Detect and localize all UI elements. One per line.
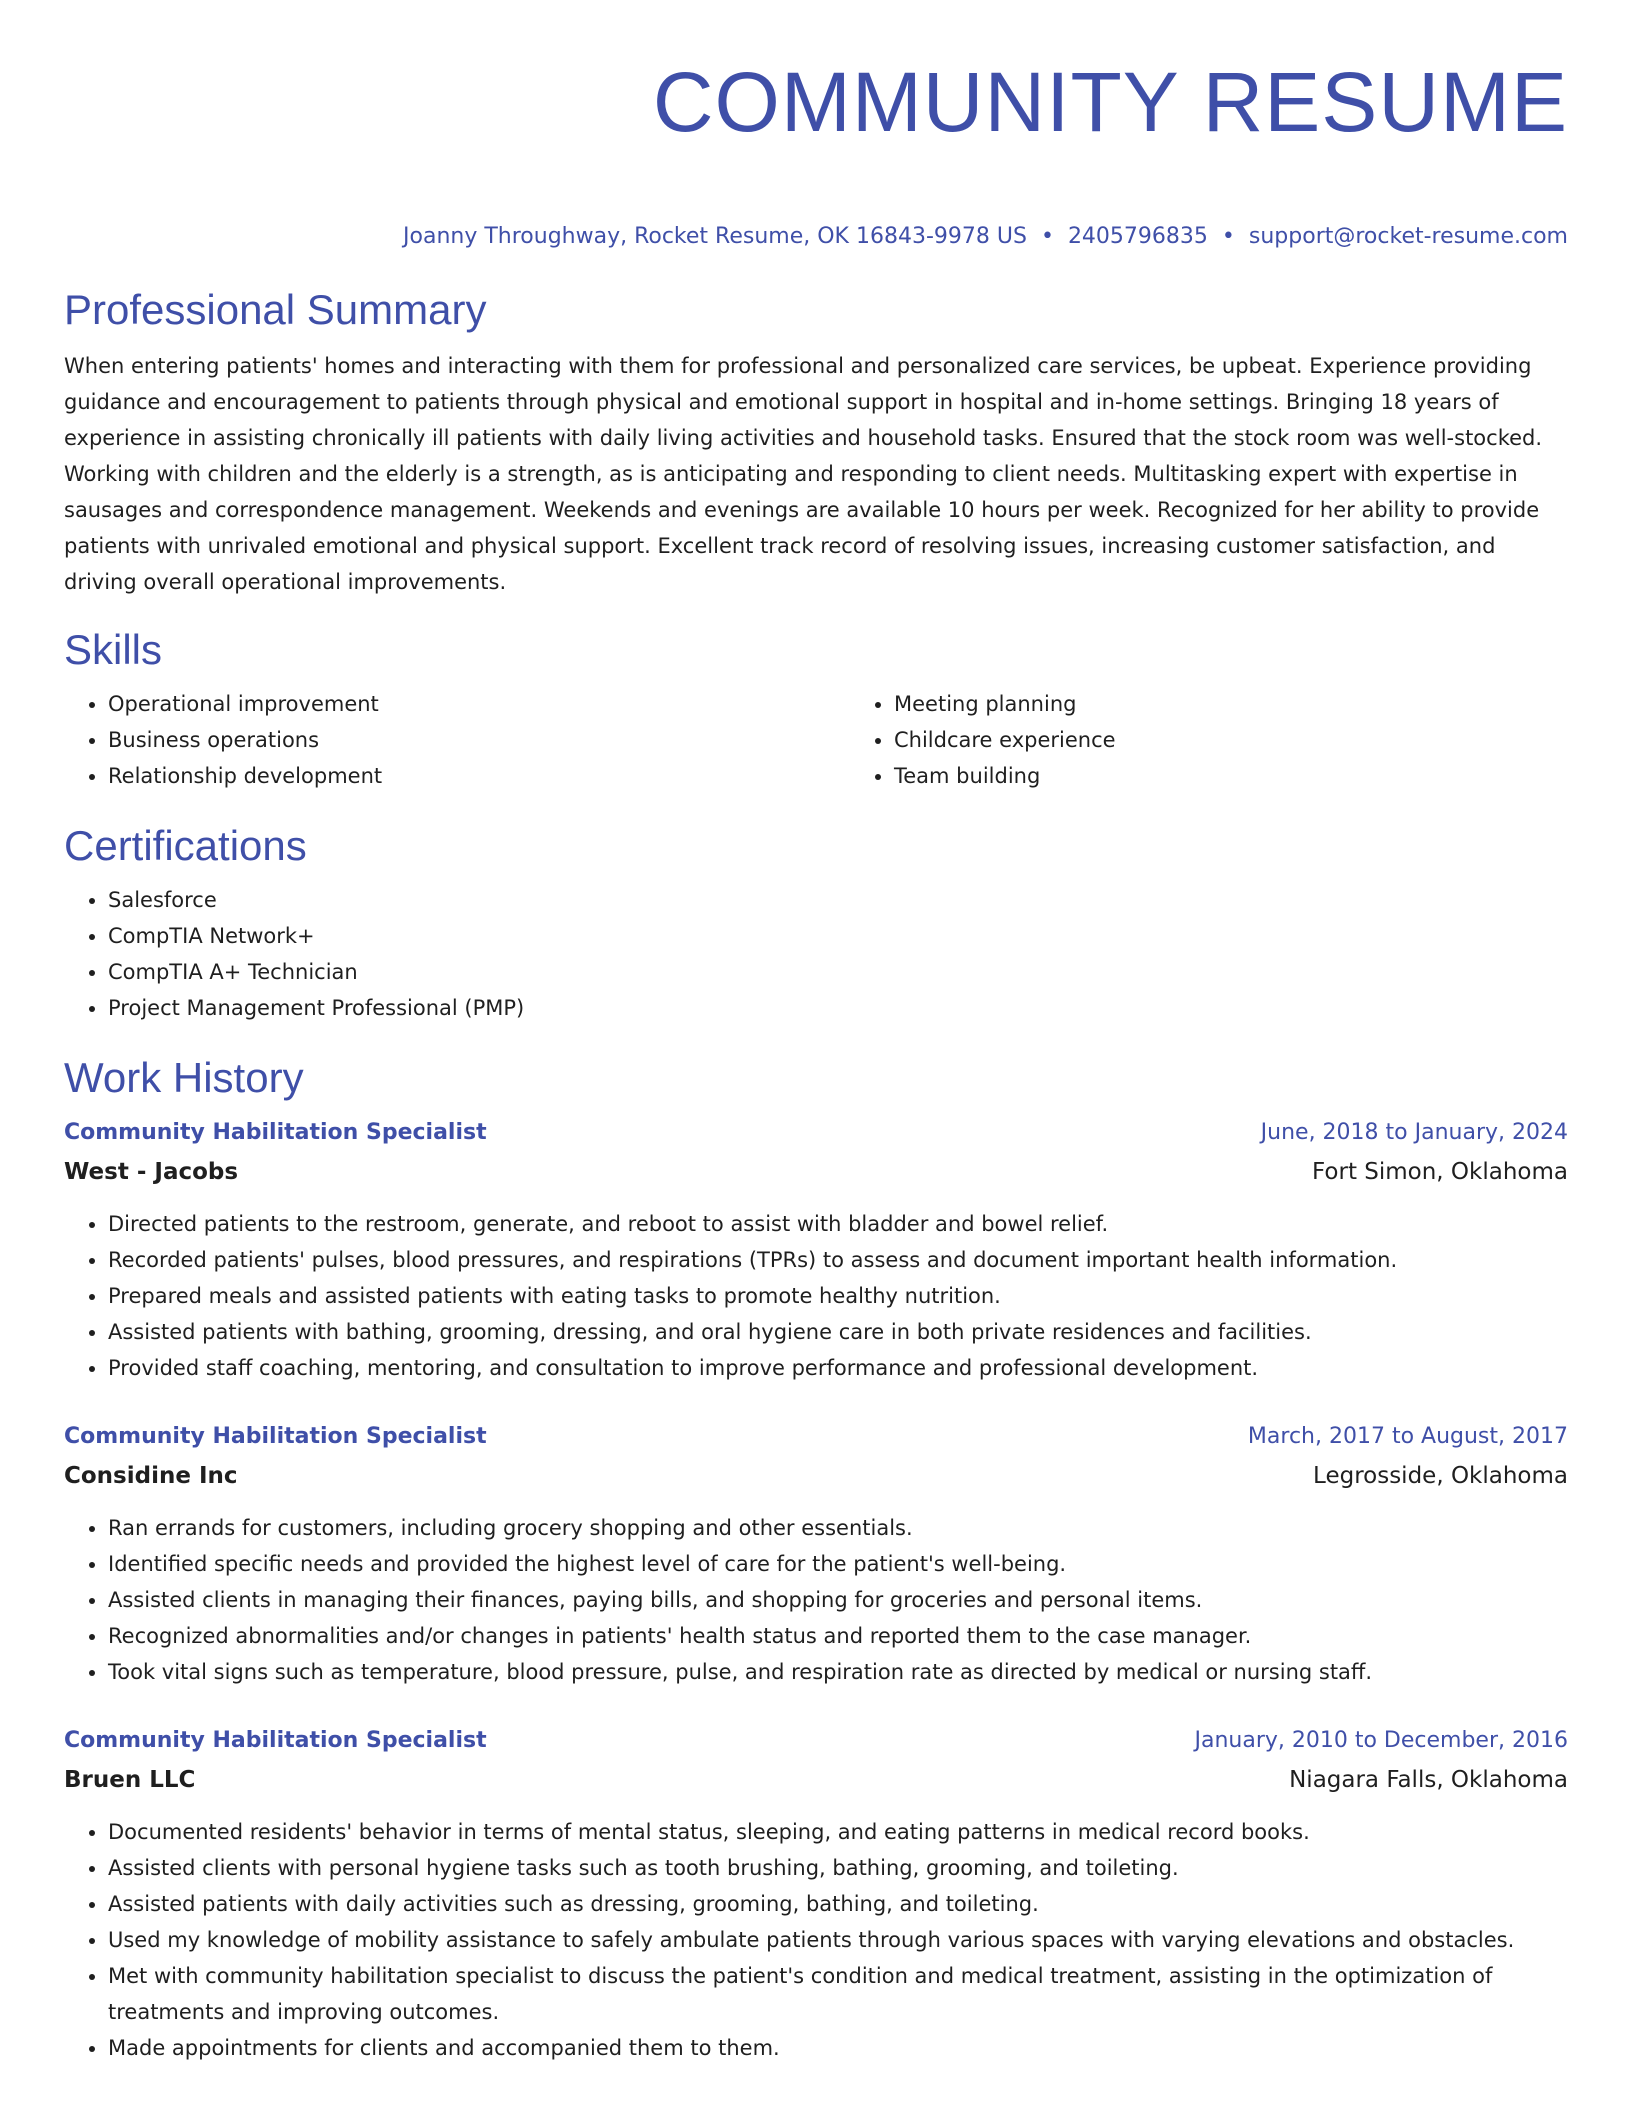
skills-heading: Skills bbox=[64, 626, 163, 673]
skill-item: • Business operations bbox=[108, 722, 850, 758]
job-bullet: • Provided staff coaching, mentoring, and consultation to improve performance and professional development. bbox=[108, 1350, 1568, 1386]
job-bullet: • Made appointments for clients and accompanied them to them. bbox=[108, 2030, 1568, 2066]
contact-email: support@rocket-resume.com bbox=[1248, 224, 1568, 249]
summary-heading: Professional Summary bbox=[64, 286, 487, 333]
job-title-row bbox=[64, 1114, 1568, 1152]
job-location: Fort Simon, Oklahoma bbox=[1312, 1159, 1568, 1185]
job-entry bbox=[64, 1418, 1568, 1690]
job-bullet: • Assisted patients with daily activities such as dressing, grooming, bathing, and toileting. bbox=[108, 1886, 1568, 1922]
skills-section bbox=[64, 624, 1568, 794]
job-company: Considine Inc bbox=[64, 1463, 238, 1489]
certification-item: • Project Management Professional (PMP) bbox=[108, 990, 1568, 1026]
contact-phone: 2405796835 bbox=[1067, 224, 1208, 249]
work-history-heading: Work History bbox=[64, 1054, 304, 1101]
job-bullet: • Met with community habilitation specialist to discuss the patient's condition and medical treatment, assisting in the optimization of treatments and improving outcomes. bbox=[108, 1958, 1568, 2030]
job-location: Legrosside, Oklahoma bbox=[1313, 1463, 1568, 1489]
resume-name: COMMUNITY RESUME bbox=[652, 55, 1568, 149]
contact-separator: • bbox=[1221, 224, 1235, 249]
job-bullet: • Prepared meals and assisted patients with eating tasks to promote healthy nutrition. bbox=[108, 1278, 1568, 1314]
summary-text: When entering patients' homes and interacting with them for professional and personalized care services, be upbeat. Experience providing guidance and encouragement to patients through physical and emotional support in hospital and in-home settings. Bringing 18 years of experience in assisting chronically ill patients with daily living activities and household tasks. Ensured that the stock room was well-stocked. Working with children and the elderly is a strength, as is anticipating and responding to client needs. Multitasking expert with expertise in sausages and correspondence management. Weekends and evenings are available 10 hours per week. Recognized for her ability to provide patients with unrivaled emotional and physical support. Excellent track record of resolving issues, increasing customer satisfaction, and driving overall operational improvements. bbox=[64, 354, 1543, 594]
job-title-row bbox=[64, 1418, 1568, 1456]
skills-list-left bbox=[64, 686, 850, 794]
job-bullet: • Assisted clients in managing their finances, paying bills, and shopping for groceries and personal items. bbox=[108, 1582, 1568, 1618]
job-title: Community Habilitation Specialist bbox=[64, 1120, 487, 1145]
skill-item: • Operational improvement bbox=[108, 686, 850, 722]
job-company: Bruen LLC bbox=[64, 1767, 196, 1793]
certifications-heading: Certifications bbox=[64, 822, 307, 869]
job-company-row bbox=[64, 1456, 1568, 1496]
job-entry bbox=[64, 1114, 1568, 1386]
job-bullet: • Assisted patients with bathing, grooming, dressing, and oral hygiene care in both private residences and facilities. bbox=[108, 1314, 1568, 1350]
contact-separator: • bbox=[1040, 224, 1054, 249]
certification-item: • CompTIA A+ Technician bbox=[108, 954, 1568, 990]
job-bullet: • Took vital signs such as temperature, blood pressure, pulse, and respiration rate as directed by medical or nursing staff. bbox=[108, 1654, 1568, 1690]
skill-item: • Relationship development bbox=[108, 758, 850, 794]
job-bullets bbox=[64, 1206, 1568, 1386]
contact-address: Joanny Throughway, Rocket Resume, OK 16843-9978 US bbox=[403, 224, 1027, 249]
job-dates: March, 2017 to August, 2017 bbox=[1247, 1424, 1568, 1449]
certifications-list bbox=[64, 882, 1568, 1026]
job-bullet: • Used my knowledge of mobility assistance to safely ambulate patients through various spaces with varying elevations and obstacles. bbox=[108, 1922, 1568, 1958]
job-dates: June, 2018 to January, 2024 bbox=[1260, 1120, 1568, 1145]
job-company-row bbox=[64, 1760, 1568, 1800]
certifications-section bbox=[64, 820, 1568, 1026]
contact-line bbox=[64, 222, 1568, 252]
certification-item: • Salesforce bbox=[108, 882, 1568, 918]
job-title-row bbox=[64, 1722, 1568, 1760]
job-bullets bbox=[64, 1510, 1568, 1690]
job-bullets bbox=[64, 1814, 1568, 2066]
certification-item: • CompTIA Network+ bbox=[108, 918, 1568, 954]
summary-section bbox=[64, 284, 1568, 600]
job-bullet: • Assisted clients with personal hygiene tasks such as tooth brushing, bathing, grooming, and toileting. bbox=[108, 1850, 1568, 1886]
job-dates: January, 2010 to December, 2016 bbox=[1194, 1728, 1568, 1753]
skill-item: • Meeting planning bbox=[894, 686, 1632, 722]
job-bullet: • Identified specific needs and provided the highest level of care for the patient's well-being. bbox=[108, 1546, 1568, 1582]
resume-header bbox=[64, 52, 1568, 252]
skill-item: • Childcare experience bbox=[894, 722, 1632, 758]
job-company-row bbox=[64, 1152, 1568, 1192]
job-title: Community Habilitation Specialist bbox=[64, 1728, 487, 1753]
job-bullet: • Ran errands for customers, including grocery shopping and other essentials. bbox=[108, 1510, 1568, 1546]
skills-columns bbox=[64, 686, 1568, 794]
skill-item: • Team building bbox=[894, 758, 1632, 794]
job-company: West - Jacobs bbox=[64, 1159, 239, 1185]
skills-list-right bbox=[850, 686, 1632, 794]
job-bullet: • Recognized abnormalities and/or changes in patients' health status and reported them to the case manager. bbox=[108, 1618, 1568, 1654]
job-bullet: • Directed patients to the restroom, generate, and reboot to assist with bladder and bowel relief. bbox=[108, 1206, 1568, 1242]
job-title: Community Habilitation Specialist bbox=[64, 1424, 487, 1449]
work-history-section bbox=[64, 1052, 1568, 2066]
job-location: Niagara Falls, Oklahoma bbox=[1289, 1767, 1568, 1793]
job-bullet: • Documented residents' behavior in terms of mental status, sleeping, and eating patterns in medical record books. bbox=[108, 1814, 1568, 1850]
job-entry bbox=[64, 1722, 1568, 2066]
job-bullet: • Recorded patients' pulses, blood pressures, and respirations (TPRs) to assess and document important health information. bbox=[108, 1242, 1568, 1278]
